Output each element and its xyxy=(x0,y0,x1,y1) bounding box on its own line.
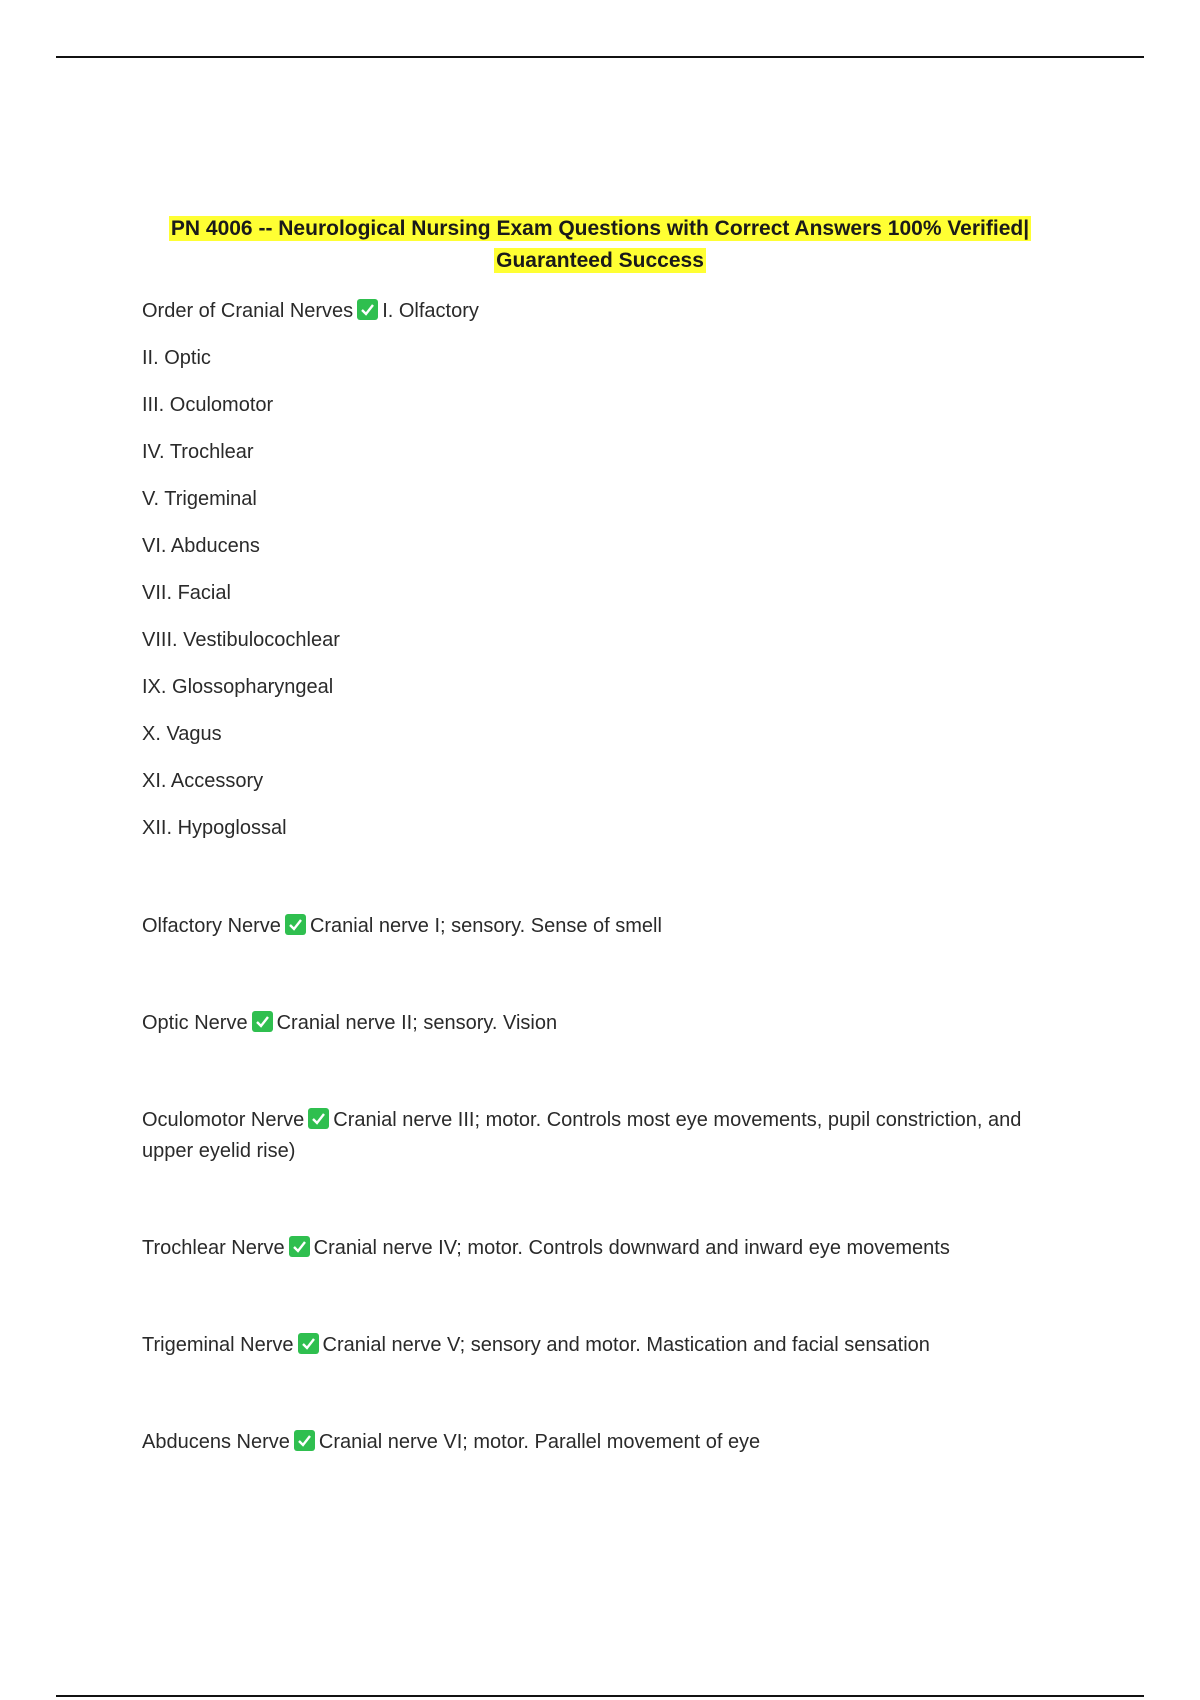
check-icon xyxy=(308,1108,329,1129)
answer-text: Cranial nerve V; sensory and motor. Mastication and facial sensation xyxy=(322,1334,930,1356)
qa-item-abducens xyxy=(142,1427,1042,1458)
list-item: VIII. Vestibulocochlear xyxy=(142,629,340,651)
question-text: Optic Nerve xyxy=(142,1012,248,1034)
list-item: XII. Hypoglossal xyxy=(142,817,287,839)
list-item: X. Vagus xyxy=(142,723,222,745)
check-icon xyxy=(289,1236,310,1257)
check-icon xyxy=(298,1333,319,1354)
answer-text: Cranial nerve I; sensory. Sense of smell xyxy=(309,915,662,937)
question-text: Trigeminal Nerve xyxy=(142,1334,294,1356)
answer-text: Cranial nerve VI; motor. Parallel movement of eye xyxy=(318,1431,761,1453)
answer-text: I. Olfactory xyxy=(382,300,479,322)
list-item: VI. Abducens xyxy=(142,535,260,557)
answer-text: Cranial nerve IV; motor. Controls downward and inward eye movements xyxy=(313,1237,950,1259)
question-text: Trochlear Nerve xyxy=(142,1237,285,1259)
document-title xyxy=(120,213,1080,277)
list-item: XI. Accessory xyxy=(142,770,264,792)
qa-item-trochlear xyxy=(142,1233,1042,1264)
answer-text: Cranial nerve II; sensory. Vision xyxy=(276,1012,558,1034)
list-item: VII. Facial xyxy=(142,582,231,604)
check-icon xyxy=(285,914,306,935)
qa-item-optic xyxy=(142,1008,1042,1039)
check-icon xyxy=(294,1430,315,1451)
check-icon xyxy=(357,299,378,320)
cranial-order-question xyxy=(142,296,1042,343)
answer-text: Cranial nerve III; motor. Controls most eye movements, pupil constriction, and upper eyelid rise) xyxy=(142,1109,1022,1162)
question-text: Order of Cranial Nerves xyxy=(142,300,354,322)
title-line-1: PN 4006 -- Neurological Nursing Exam Questions with Correct Answers 100% Verified| xyxy=(170,217,1030,240)
qa-item-olfactory xyxy=(142,911,1042,942)
list-item: IX. Glossopharyngeal xyxy=(142,676,334,698)
title-line-2: Guaranteed Success xyxy=(496,249,704,272)
qa-item-oculomotor xyxy=(142,1105,1042,1167)
list-item: III. Oculomotor xyxy=(142,394,274,416)
qa-item-trigeminal xyxy=(142,1330,1042,1361)
list-item: II. Optic xyxy=(142,347,211,369)
question-text: Abducens Nerve xyxy=(142,1431,290,1453)
list-item: V. Trigeminal xyxy=(142,488,257,510)
question-text: Oculomotor Nerve xyxy=(142,1109,305,1131)
bottom-rule xyxy=(56,1695,1144,1697)
question-text: Olfactory Nerve xyxy=(142,915,281,937)
top-rule xyxy=(56,56,1144,58)
check-icon xyxy=(252,1011,273,1032)
list-item: IV. Trochlear xyxy=(142,441,254,463)
document-body xyxy=(142,296,1042,1458)
